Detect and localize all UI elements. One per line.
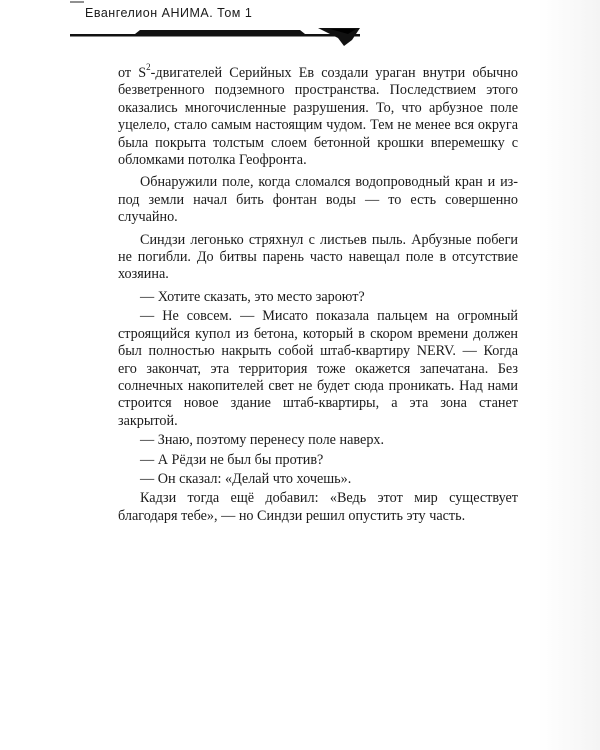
chapter-text <box>118 62 518 530</box>
page-edge-shadow <box>538 0 600 750</box>
paragraph-1: от $S^2$-двигателей Серийных Ев создали ураган внутри обычно безветренного подземного пространства. Последствием этого оказались многочисленные разрушения. То, что арбузное поле уцелело, стало самым настоящим чудом. Тем не менее вся округа была покрыта толстым слоем бетонной крошки вперемешку с обломками потолка Геофронта. <box>118 62 518 169</box>
dialogue-line-4: — А Рёдзи не был бы против? <box>140 451 324 468</box>
dialogue-line-3: — Знаю, поэтому перенесу поле наверх. <box>140 432 385 449</box>
dialogue-line-2: — Не совсем. — Мисато показала пальцем на огромный строящийся купол из бетона, который в скором времени должен был полностью накрыть собой штаб-квартиру NERV. — Когда его закончат, эта территория тоже окажется запечатана. Без солнечных накопителей свет не будет сюда проникать. Над нами строится новое здание штаб-квартиры, а эта зона станет закрытой. <box>118 308 518 429</box>
running-header-title: Евангелион АНИМА. Том 1 <box>85 6 253 20</box>
dialogue-line-1: — Хотите сказать, это место зароют? <box>140 288 365 305</box>
paragraph-3: Синдзи легонько стряхнул с листьев пыль. Арбузные побеги не погибли. До битвы парень часто навещал поле в отсутствие хозяина. <box>118 231 518 283</box>
running-header <box>0 0 600 50</box>
dialogue-line-5: — Он сказал: «Делай что хочешь». <box>140 470 352 487</box>
paragraph-final: Кадзи тогда ещё добавил: «Ведь этот мир существует благодаря тебе», — но Синдзи решил опустить эту часть. <box>118 490 518 524</box>
paragraph-2: Обнаружили поле, когда сломался водопроводный кран и из-под земли начал бить фонтан воды — то есть совершенно случайно. <box>118 174 518 226</box>
